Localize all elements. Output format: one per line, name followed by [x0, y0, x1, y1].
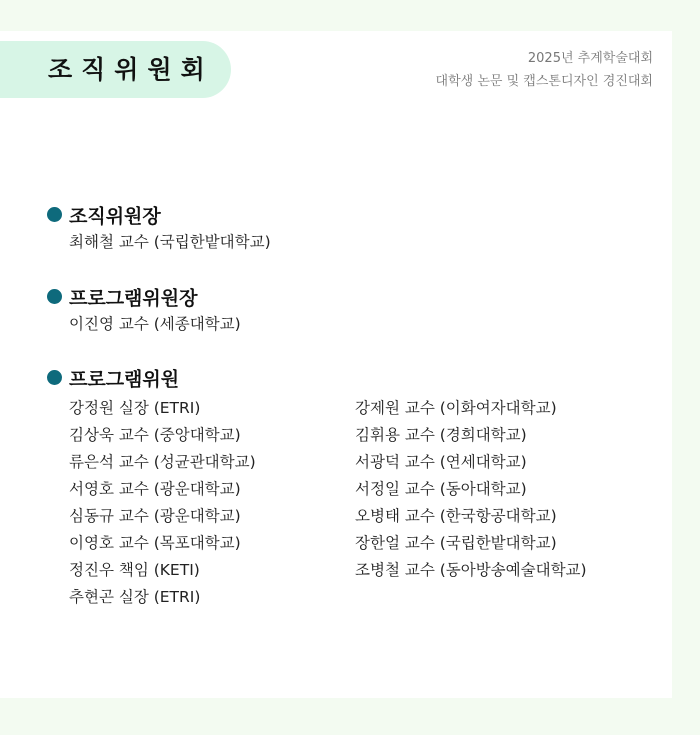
section-head-program-committee — [47, 366, 179, 392]
committee-member: 조병철 교수 (동아방송예술대학교) — [355, 561, 587, 579]
committee-column-left — [69, 395, 256, 611]
committee-member: 서정일 교수 (동아대학교) — [355, 480, 527, 498]
committee-column-right — [355, 395, 587, 584]
committee-member: 김상욱 교수 (중앙대학교) — [69, 426, 241, 444]
committee-member: 류은석 교수 (성균관대학교) — [69, 453, 256, 471]
committee-member: 김휘용 교수 (경희대학교) — [355, 426, 527, 444]
committee-member: 장한얼 교수 (국립한밭대학교) — [355, 534, 557, 552]
committee-member: 추현곤 실장 (ETRI) — [69, 588, 201, 606]
committee-member: 정진우 책임 (KETI) — [69, 561, 200, 579]
page-title: 조직위원회 — [48, 55, 214, 84]
section-title-program-chair: 프로그램위원장 — [69, 287, 198, 310]
section-program-chair — [47, 285, 241, 338]
committee-member: 오병태 교수 (한국항공대학교) — [355, 507, 557, 525]
page-card — [0, 31, 672, 698]
section-head-program-chair — [47, 285, 241, 311]
section-head-chair — [47, 203, 271, 229]
section-title-program-committee: 프로그램위원 — [69, 368, 180, 391]
event-year-line: 2025년 추계학술대회 — [527, 51, 653, 66]
event-subtitle: 대학생 논문 및 캡스톤디자인 경진대회 — [435, 74, 653, 89]
bullet-icon — [47, 207, 62, 222]
member-program-chair: 이진영 교수 (세종대학교) — [69, 315, 241, 333]
bullet-icon — [47, 289, 62, 304]
committee-member: 강제원 교수 (이화여자대학교) — [355, 399, 557, 417]
member-chair: 최해철 교수 (국립한밭대학교) — [69, 233, 271, 251]
committee-member: 서영호 교수 (광운대학교) — [69, 480, 241, 498]
committee-member: 서광덕 교수 (연세대학교) — [355, 453, 527, 471]
section-title-chair: 조직위원장 — [69, 205, 161, 228]
event-info — [436, 47, 653, 93]
bullet-icon — [47, 370, 62, 385]
section-chair — [47, 203, 271, 256]
committee-member: 심동규 교수 (광운대학교) — [69, 507, 241, 525]
section-program-committee — [47, 366, 587, 606]
committee-member: 이영호 교수 (목포대학교) — [69, 534, 241, 552]
title-banner — [0, 41, 231, 98]
committee-member: 강정원 실장 (ETRI) — [69, 399, 201, 417]
